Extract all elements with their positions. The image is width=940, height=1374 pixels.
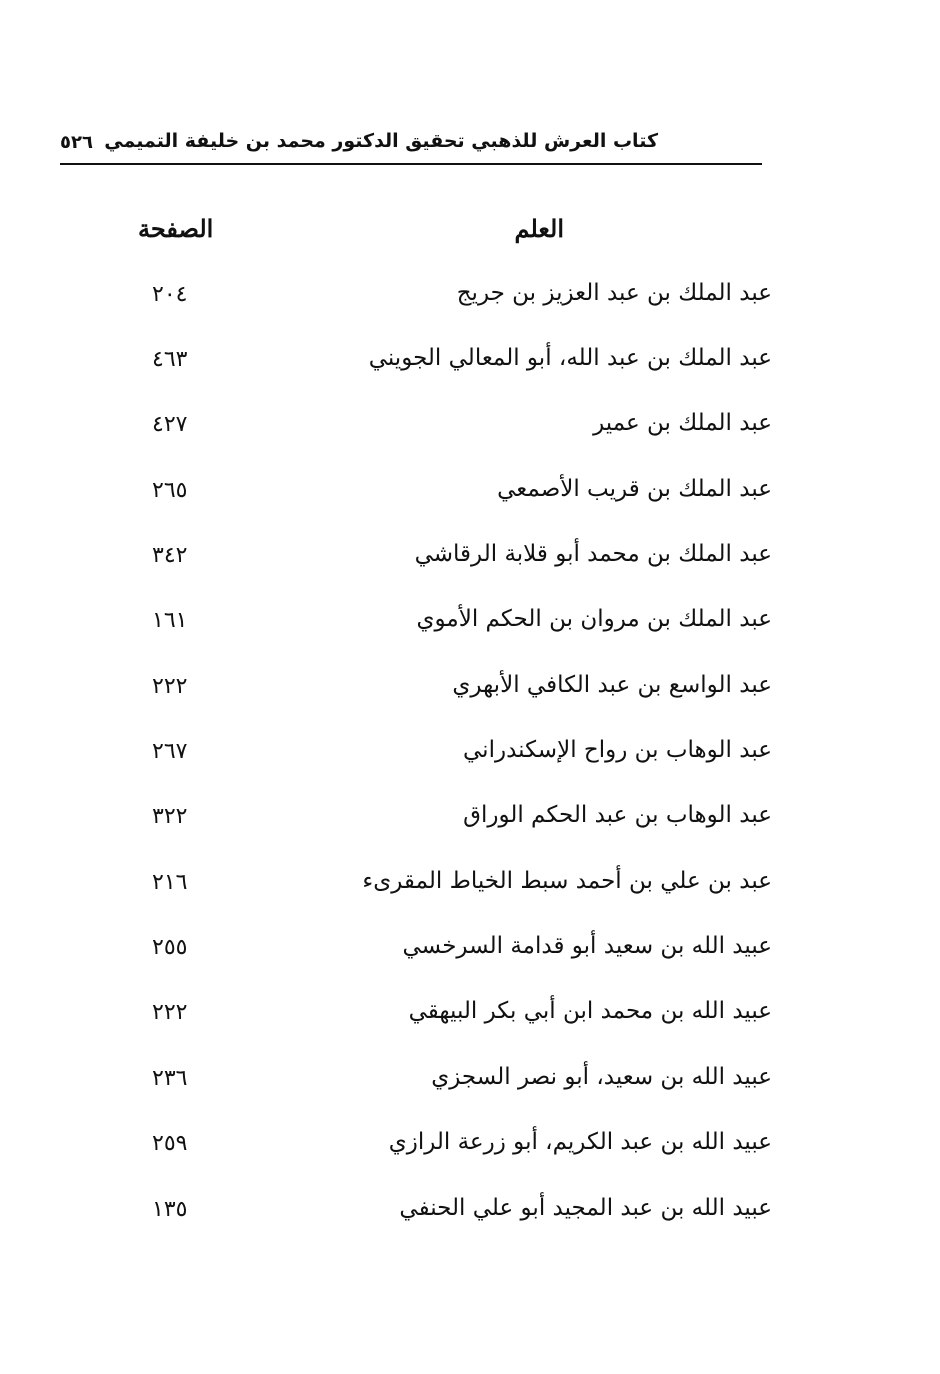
entry-name: عبيد الله بن محمد ابن أبي بكر البيهقي [408,998,772,1024]
entry-name: عبد الملك بن قريب الأصمعي [497,476,772,502]
entry-name: عبد الوهاب بن عبد الحكم الوراق [463,802,772,828]
index-entry [0,1195,940,1239]
index-entry [0,476,940,520]
entry-page: ٢٠٤ [152,282,188,307]
entry-name: عبيد الله بن عبد المجيد أبو علي الحنفي [399,1195,772,1221]
index-entry [0,606,940,650]
header-title: كتاب العرش للذهبي تحقيق الدكتور محمد بن خليفة التميمي [104,130,658,152]
entry-page: ٢٢٢ [152,674,188,699]
entry-name: عبد الوهاب بن رواح الإسكندراني [463,737,772,763]
index-entry [0,672,940,716]
header-page-number: ٥٢٦ [60,132,93,153]
entry-page: ٣٤٢ [152,543,188,568]
entry-page: ١٣٥ [152,1197,188,1222]
index-entry [0,1064,940,1108]
index-entry [0,541,940,585]
entry-name: عبيد الله بن سعيد أبو قدامة السرخسي [402,933,772,959]
entry-page: ٣٢٢ [152,804,188,829]
entry-page: ٢٦٧ [152,739,188,764]
entry-name: عبد الملك بن عمير [593,410,772,436]
entry-name: عبد الواسع بن عبد الكافي الأبهري [452,672,772,698]
entry-name: عبد الملك بن عبد الله، أبو المعالي الجويني [368,345,772,371]
entry-name: عبد الملك بن عبد العزيز بن جريج [456,280,772,306]
index-entry [0,802,940,846]
entry-page: ٢٢٢ [152,1000,188,1025]
entry-page: ٢٦٥ [152,478,188,503]
entry-name: عبيد الله بن عبد الكريم، أبو زرعة الرازي [388,1129,772,1155]
entry-name: عبيد الله بن سعيد، أبو نصر السجزي [431,1064,772,1090]
column-heading-name: العلم [514,214,564,243]
index-entry [0,998,940,1042]
entry-page: ٢٣٦ [152,1066,188,1091]
entry-page: ٤٦٣ [152,347,188,372]
entry-name: عبد بن علي بن أحمد سبط الخياط المقرىء [362,868,772,894]
entry-page: ١٦١ [152,608,188,633]
column-heading-page: الصفحة [138,214,214,243]
index-entry [0,868,940,912]
entry-page: ٢٥٩ [152,1131,188,1156]
index-entry [0,1129,940,1173]
entry-page: ٤٢٧ [152,412,188,437]
index-entry [0,410,940,454]
entry-name: عبد الملك بن مروان بن الحكم الأموي [416,606,772,632]
entry-name: عبد الملك بن محمد أبو قلابة الرقاشي [414,541,772,567]
index-entry [0,345,940,389]
entry-page: ٢٥٥ [152,935,188,960]
index-entry [0,933,940,977]
entry-page: ٢١٦ [152,870,188,895]
index-entry [0,737,940,781]
index-entry [0,280,940,324]
